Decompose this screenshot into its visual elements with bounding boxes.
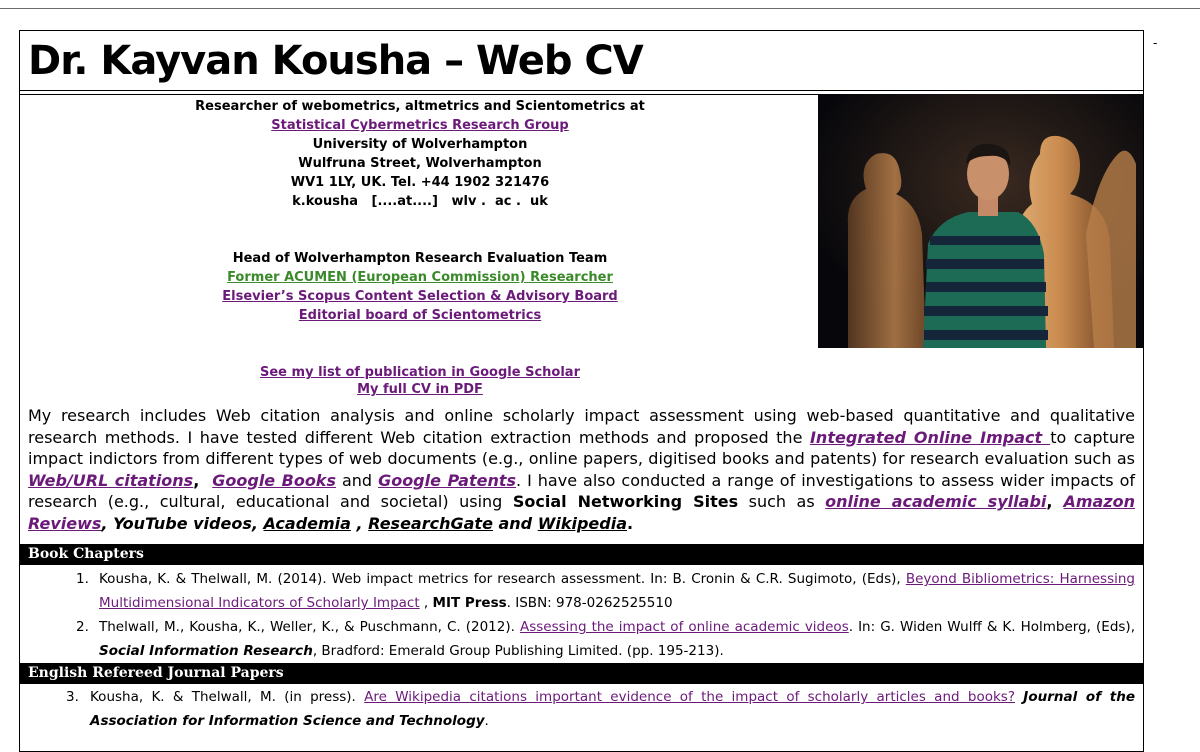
academic-syllabi-link[interactable]: online academic syllabi [825, 492, 1047, 511]
item-publisher: MIT Press [432, 595, 507, 611]
section-journal-papers: English Refereed Journal Papers [20, 663, 1143, 684]
list-item [20, 567, 1143, 615]
intro-and-1: and [335, 470, 379, 490]
item-text-mid: , [419, 595, 433, 611]
university-text: University of Wolverhampton [312, 137, 528, 152]
contact-block [190, 97, 650, 397]
intro-comma-3: , [350, 513, 369, 533]
amazon-reviews-link[interactable]: Amazon Reviews [28, 492, 1135, 533]
item-link[interactable]: Beyond Bibliometrics: Harnessing Multidimensional Indicators of Scholarly Impact [99, 571, 1135, 611]
item-journal: Journal of the Association for Information Science and Technology [90, 689, 1135, 729]
item-text-mid: . In: G. Widen Wulff & K. Holmberg, (Eds), [848, 619, 1135, 635]
intro-text-3: . I have also conducted a range of investigations to assess wider impacts of research (e.g., cultural, educational and societal) using [28, 470, 1136, 511]
item-text-post: . ISBN: 978-0262525510 [506, 595, 673, 611]
item-text: Thelwall, M., Kousha, K., Weller, K., & Puschmann, C. (2012). [99, 619, 520, 635]
scopus-link[interactable]: Elsevier’s Scopus Content Selection & Advisory Board [222, 289, 618, 304]
list-item [20, 615, 1143, 663]
item-text: Kousha, K. & Thelwall, M. (in press). [90, 689, 365, 705]
intro-youtube: , YouTube videos, [101, 513, 264, 533]
intro-sns: Social Networking Sites [512, 492, 739, 511]
list-item [20, 685, 1143, 733]
full-cv-link[interactable]: My full CV in PDF [357, 382, 483, 397]
wikipedia-link[interactable]: Wikipedia [537, 513, 627, 533]
email-text: k.kousha [....at....] wlv . ac . uk [292, 194, 548, 209]
section-book-chapters: Book Chapters [20, 544, 1143, 565]
corner-dash: - [1153, 36, 1158, 50]
item-text: Kousha, K. & Thelwall, M. (2014). Web impact metrics for research assessment. In: B. Cronin & C.R. Sugimoto, (Eds), [99, 571, 906, 587]
item-number: 2. [76, 619, 89, 635]
intro-and-2: and [492, 513, 538, 533]
profile-photo-illustration [818, 94, 1143, 348]
cv-frame [19, 30, 1144, 752]
acumen-link[interactable]: Former ACUMEN (European Commission) Researcher [227, 270, 613, 285]
intro-period: . [627, 513, 634, 533]
group-link[interactable]: Statistical Cybermetrics Research Group [271, 118, 569, 133]
postcode-tel-text: WV1 1LY, UK. Tel. +44 1902 321476 [290, 175, 550, 190]
editorial-link[interactable]: Editorial board of Scientometrics [298, 308, 542, 323]
intro-comma-2: , [1046, 492, 1064, 511]
item-text-post: . [484, 713, 489, 729]
research-summary [28, 405, 1135, 534]
web-url-citations-link[interactable]: Web/URL citations [28, 470, 194, 490]
item-number: 3. [66, 689, 79, 705]
book-chapters-list [20, 567, 1143, 663]
researchgate-link[interactable]: ResearchGate [368, 513, 493, 533]
intro-text-1: My research includes Web citation analysis and online scholarly impact assessment using web-based quantitative and qualitative research methods. I have tested different Web citation extraction methods and proposed the [28, 406, 1135, 447]
top-rule [0, 8, 1200, 9]
item-link[interactable]: Assessing the impact of online academic videos [519, 619, 849, 635]
item-text-post: , Bradford: Emerald Group Publishing Limited. (pp. 195-213). [312, 643, 724, 659]
role-text: Researcher of webometrics, altmetrics and Scientometrics at [195, 99, 645, 114]
profile-photo [818, 94, 1143, 348]
item-number: 1. [76, 571, 89, 587]
academia-link[interactable]: Academia [263, 513, 351, 533]
google-books-link[interactable]: Google Books [212, 470, 336, 490]
page-title: Dr. Kayvan Kousha – Web CV [20, 31, 1143, 91]
google-scholar-link[interactable]: See my list of publication in Google Scholar [260, 365, 580, 380]
intro-text-2: to capture impact indictors from different types of web documents (e.g., online papers, digitised books and patents) for research evaluation such as [28, 427, 1136, 468]
item-publisher: Social Information Research [99, 643, 313, 659]
intro-comma-1: , [193, 470, 213, 490]
journal-papers-list [20, 685, 1143, 733]
item-link[interactable]: Are Wikipedia citations important evidence of the impact of scholarly articles and books? [364, 689, 1015, 705]
integrated-online-impact-link[interactable]: Integrated Online Impact [809, 427, 1051, 447]
google-patents-link[interactable]: Google Patents [378, 470, 517, 490]
intro-such-as: such as [738, 492, 826, 511]
street-text: Wulfruna Street, Wolverhampton [298, 156, 542, 171]
head-text: Head of Wolverhampton Research Evaluation Team [232, 251, 608, 266]
